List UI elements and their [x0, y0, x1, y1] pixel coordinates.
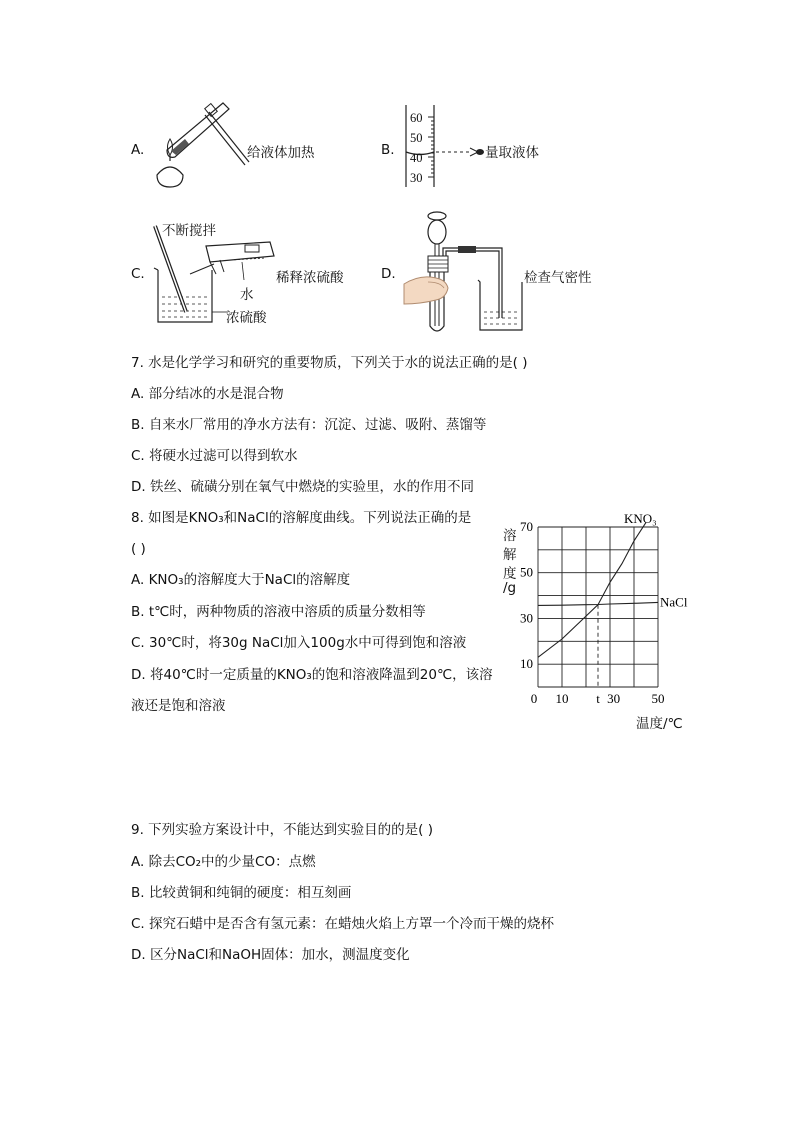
q9-stem: 9. 下列实验方案设计中，不能达到实验目的的是( )	[131, 822, 433, 838]
q9-option-b: B. 比较黄铜和纯铜的硬度：相互刻画	[131, 885, 352, 901]
water-label: 水	[240, 287, 254, 303]
y-tick-label: 10	[520, 656, 533, 672]
ylabel-char: 解	[503, 547, 517, 563]
x-tick-label: 50	[651, 691, 665, 706]
stir-label: 不断搅拌	[162, 223, 216, 239]
q7-option-b: B. 自来水厂常用的净水方法有：沉淀、过滤、吸附、蒸馏等	[131, 417, 487, 433]
y-tick-label: 70	[520, 519, 533, 534]
solubility-plot	[500, 505, 700, 725]
q9-option-a: A. 除去CO₂中的少量CO：点燃	[131, 854, 316, 870]
x-tick-label: t	[596, 691, 600, 706]
y-tick-label: 30	[520, 610, 533, 626]
option-b-caption: 量取液体	[485, 145, 539, 161]
series-label-kno3: KNO₃	[624, 511, 657, 526]
series-kno3-curve	[538, 522, 646, 657]
q7-option-a: A. 部分结冰的水是混合物	[131, 386, 284, 402]
option-a-caption: 给液体加热	[247, 145, 315, 161]
x-tick-label: 10	[555, 691, 569, 706]
q8-option-d: D. 将40℃时一定质量的KNO₃的饱和溶液降温到20℃，该溶	[131, 667, 493, 683]
ylabel-char: 溶	[503, 528, 517, 544]
q8-option-c: C. 30℃时，将30g NaCl加入100g水中可得到饱和溶液	[131, 635, 467, 651]
airtightness-check-illustration	[400, 208, 535, 333]
option-c-letter: C.	[131, 266, 145, 282]
x-tick-label: 0	[530, 691, 538, 706]
option-a-letter: A.	[131, 142, 145, 158]
cylinder-tick-30: 30	[410, 171, 423, 185]
acid-label: 浓硫酸	[226, 310, 267, 326]
q7-option-d: D. 铁丝、硫磺分别在氧气中燃烧的实验里，水的作用不同	[131, 479, 474, 495]
q9-option-c: C. 探究石蜡中是否含有氢元素：在蜡烛火焰上方罩一个冷而干燥的烧杯	[131, 916, 555, 932]
q8-stem-paren: ( )	[131, 541, 146, 557]
y-tick-label: 50	[520, 564, 533, 580]
option-b-letter: B.	[381, 142, 395, 158]
cylinder-tick-50: 50	[410, 131, 423, 145]
cylinder-tick-60: 60	[410, 111, 423, 125]
heating-liquid-illustration	[145, 95, 255, 190]
ylabel-char: 度	[503, 566, 517, 582]
series-label-nacl: NaCl	[660, 594, 688, 610]
ylabel-char: /g	[503, 580, 517, 596]
q9-option-d: D. 区分NaCl和NaOH固体：加水，测温度变化	[131, 947, 410, 963]
q7-stem: 7. 水是化学学习和研究的重要物质，下列关于水的说法正确的是( )	[131, 355, 528, 371]
option-d-caption: 检查气密性	[524, 270, 592, 286]
option-c-caption: 稀释浓硫酸	[276, 270, 344, 286]
x-axis-label: 温度/℃	[636, 716, 683, 732]
q8-option-d-cont: 液还是饱和溶液	[131, 698, 226, 714]
option-d-letter: D.	[381, 266, 396, 282]
q7-option-c: C. 将硬水过滤可以得到软水	[131, 448, 298, 464]
q8-stem: 8. 如图是KNO₃和NaCl的溶解度曲线。下列说法正确的是	[131, 510, 472, 526]
q8-option-a: A. KNO₃的溶解度大于NaCl的溶解度	[131, 572, 351, 588]
cylinder-tick-40: 40	[410, 151, 423, 165]
x-tick-label: 30	[607, 691, 621, 706]
q8-option-b: B. t℃时，两种物质的溶液中溶质的质量分数相等	[131, 604, 426, 620]
